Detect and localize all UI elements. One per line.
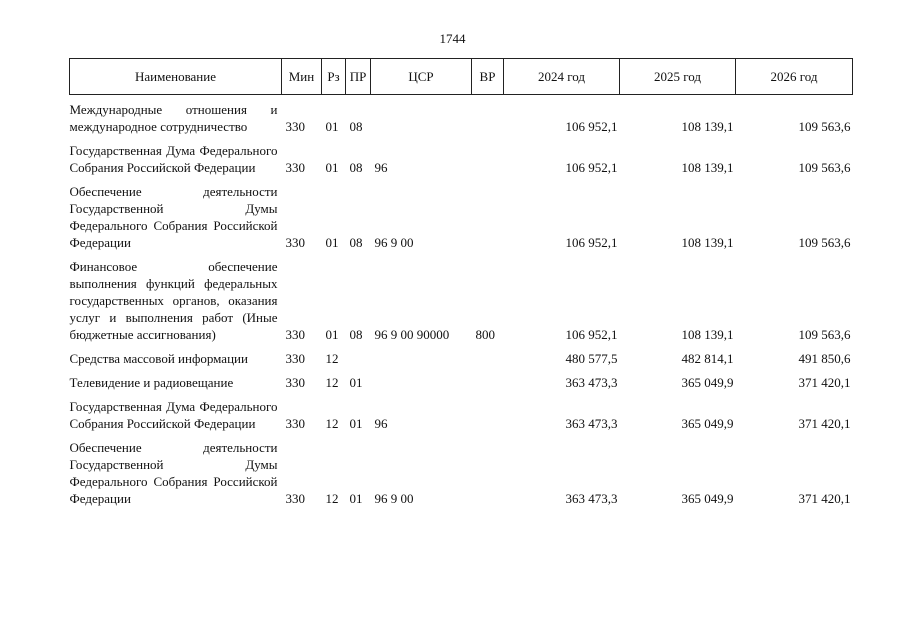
row-2026: 109 563,6 — [798, 119, 851, 134]
row-2024: 106 952,1 — [565, 119, 618, 134]
row-name: Обеспечение деятельности Государственной Думы Федерального Собрания Российской Федерации — [69, 440, 278, 506]
header-2026: 2026 год — [736, 59, 853, 95]
row-2024: 363 473,3 — [565, 375, 618, 390]
header-min: Мин — [282, 59, 322, 95]
row-2025: 108 139,1 — [681, 119, 734, 134]
row-2024: 363 473,3 — [565, 491, 618, 506]
row-pr: 01 — [349, 375, 363, 390]
row-2024: 480 577,5 — [565, 351, 618, 366]
row-2025: 108 139,1 — [681, 235, 734, 250]
row-min: 330 — [285, 416, 305, 431]
row-2026: 371 420,1 — [798, 416, 851, 431]
row-2026: 109 563,6 — [798, 327, 851, 342]
row-2026: 371 420,1 — [798, 491, 851, 506]
header-vr: ВР — [472, 59, 504, 95]
row-csr — [371, 343, 472, 367]
row-2026: 371 420,1 — [798, 375, 851, 390]
row-name: Обеспечение деятельности Государственной Думы Федерального Собрания Российской Федерации — [69, 184, 278, 250]
row-rz: 12 — [325, 416, 339, 431]
row-2025: 482 814,1 — [681, 351, 734, 366]
row-min: 330 — [285, 327, 305, 342]
row-min: 330 — [285, 351, 305, 366]
page-number: 1744 — [439, 31, 466, 46]
row-rz: 12 — [325, 375, 339, 390]
table-header — [70, 59, 853, 95]
row-csr: 96 — [374, 416, 388, 431]
row-2025: 108 139,1 — [681, 327, 734, 342]
row-vr — [472, 95, 504, 136]
row-name: Государственная Дума Федерального Собрания Российской Федерации — [69, 399, 278, 431]
row-2026: 109 563,6 — [798, 235, 851, 250]
table-row — [70, 432, 853, 507]
table-row — [70, 391, 853, 432]
table-row — [70, 95, 853, 136]
row-2024: 363 473,3 — [565, 416, 618, 431]
row-csr: 96 9 00 90000 — [374, 327, 450, 342]
row-name: Государственная Дума Федерального Собрания Российской Федерации — [69, 143, 278, 175]
row-pr: 08 — [349, 327, 363, 342]
row-2024: 106 952,1 — [565, 235, 618, 250]
header-2024: 2024 год — [504, 59, 620, 95]
row-2025: 108 139,1 — [681, 160, 734, 175]
row-2026: 109 563,6 — [798, 160, 851, 175]
row-vr — [472, 391, 504, 432]
row-pr: 01 — [349, 416, 363, 431]
table-row — [70, 367, 853, 391]
row-vr — [472, 343, 504, 367]
row-min: 330 — [285, 235, 305, 250]
row-pr: 01 — [349, 491, 363, 506]
row-csr — [371, 95, 472, 136]
row-name: Средства массовой информации — [69, 351, 248, 366]
row-pr — [346, 343, 371, 367]
row-rz: 01 — [325, 119, 339, 134]
row-2025: 365 049,9 — [681, 375, 734, 390]
row-name: Финансовое обеспечение выполнения функций федеральных государственных органов, оказания услуг и выполнения работ (Иные бюджетные ассигнования) — [69, 259, 278, 342]
table-row — [70, 343, 853, 367]
row-min: 330 — [285, 375, 305, 390]
row-2024: 106 952,1 — [565, 327, 618, 342]
row-csr: 96 — [374, 160, 388, 175]
row-rz: 12 — [325, 491, 339, 506]
header-pr: ПР — [346, 59, 371, 95]
row-pr: 08 — [349, 119, 363, 134]
row-name: Телевидение и радиовещание — [69, 375, 234, 390]
row-vr: 800 — [475, 327, 495, 342]
row-2025: 365 049,9 — [681, 416, 734, 431]
row-pr: 08 — [349, 235, 363, 250]
header-rz: Рз — [322, 59, 346, 95]
row-2024: 106 952,1 — [565, 160, 618, 175]
table-row — [70, 251, 853, 343]
row-csr — [371, 367, 472, 391]
header-csr: ЦСР — [371, 59, 472, 95]
row-csr: 96 9 00 — [374, 491, 414, 506]
row-min: 330 — [285, 491, 305, 506]
row-vr — [472, 176, 504, 251]
row-pr: 08 — [349, 160, 363, 175]
row-2025: 365 049,9 — [681, 491, 734, 506]
row-vr — [472, 135, 504, 176]
row-name: Международные отношения и международное сотрудничество — [69, 102, 278, 134]
header-2025: 2025 год — [620, 59, 736, 95]
row-vr — [472, 367, 504, 391]
row-rz: 01 — [325, 235, 339, 250]
row-rz: 01 — [325, 327, 339, 342]
row-min: 330 — [285, 160, 305, 175]
row-rz: 12 — [325, 351, 339, 366]
row-vr — [472, 432, 504, 507]
table-row — [70, 176, 853, 251]
table-body — [70, 95, 853, 508]
header-name: Наименование — [70, 59, 282, 95]
budget-table — [69, 58, 853, 507]
row-csr: 96 9 00 — [374, 235, 414, 250]
row-2026: 491 850,6 — [798, 351, 851, 366]
table-row — [70, 135, 853, 176]
row-min: 330 — [285, 119, 305, 134]
row-rz: 01 — [325, 160, 339, 175]
